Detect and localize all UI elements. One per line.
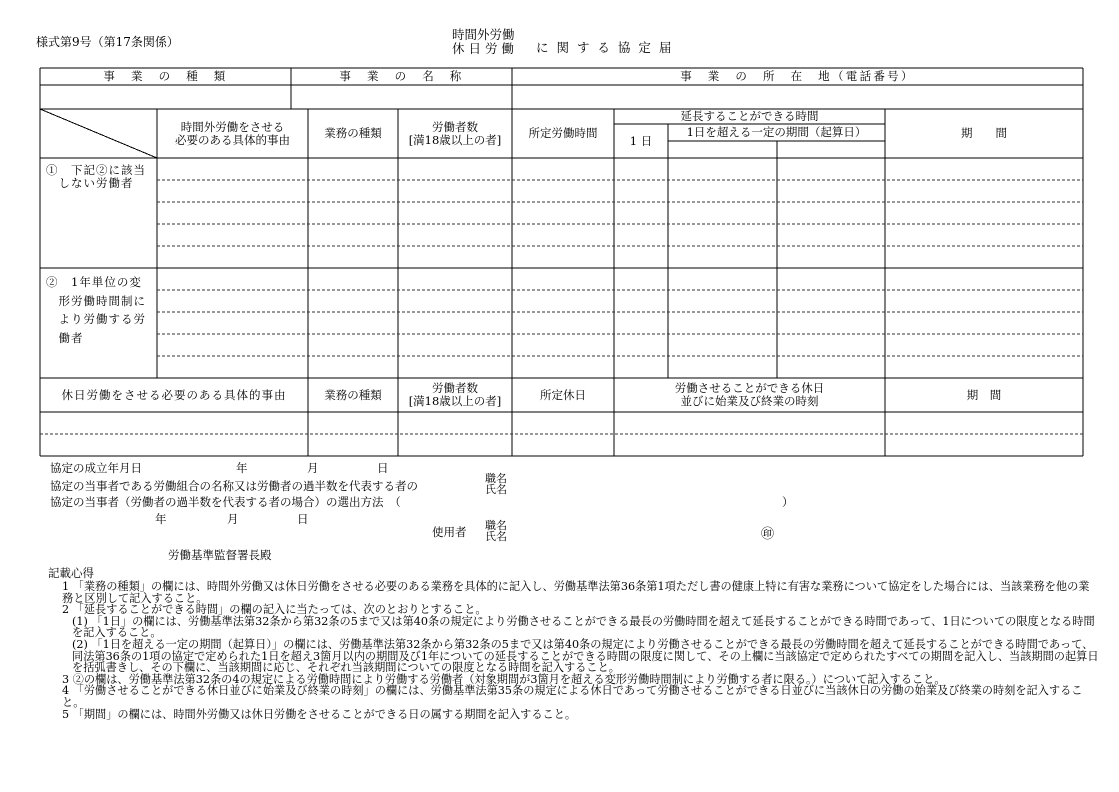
party-union-label: 協定の当事者である労働組合の名称又は労働者の過半数を代表する者の — [50, 479, 418, 493]
note-1: 1 「業務の種類」の欄には、時間外労働又は休日労働をさせる必要のある業務を具体的に記入し、労働基準法第36条第1項ただし書の健康上特に有害な業務について協定をした場合には、当該業務を他の業務と区別して記入すること。 — [62, 580, 1090, 605]
notes-heading: 記載心得 — [48, 566, 94, 580]
agreement-day: 日 — [377, 461, 389, 475]
header-business-name: 事 業 の 名 称 — [339, 69, 464, 83]
note-2-2: (2) 「1日を超える一定の期間（起算日）」の欄には、労働基準法第32条から第32条の5まで又は第40条の規定により労働させることができる最長の労働時間を超えて延長することができる時間であって、同法第36条の1項の協定で定められた1日を超え3箇月以内の期間及び1年についての延長することができる時間の限度に関して、その上欄に当該協定で定められたすべての期間を記入し、当該期間の起算日を括弧書きし、その下欄に、当該期間に応じ、それぞれ当該期間についての限度となる時間を記入すること。 — [72, 637, 1099, 675]
sign-day: 日 — [297, 512, 309, 526]
note-5: 5 「期間」の欄には、時間外労働又は休日労働をさせることができる日の属する期間を記入すること。 — [62, 707, 577, 721]
header-prescribed-hours: 所定労働時間 — [528, 126, 598, 140]
note-4: 4 「労働させることができる休日並びに始業及び終業の時刻」の欄には、労働基準法第35条の規定による休日であって労働させることができる日並びに当該休日の労働の始業及び終業の時刻を記入すること。 — [62, 684, 1083, 709]
title-holiday: 休 日 労 働 — [452, 41, 514, 56]
input-business-location[interactable] — [512, 85, 1083, 109]
header-one-day: 1 日 — [629, 133, 653, 148]
employer-label: 使用者 — [432, 525, 467, 539]
form-title-suffix: に 関 す る 協 定 届 — [536, 40, 674, 55]
header-extendable-hours: 延長することができる時間 — [680, 109, 819, 123]
note-3: 3 ②の欄は、労働基準法第32条の4の規定による労働時間により労働する労働者（対象期間が3箇月を超える変形労働時間制により労働する者に限る。）について記入すること。 — [62, 672, 946, 686]
agreement-date-label: 協定の成立年月日 — [50, 461, 142, 475]
header-business-type: 事 業 の 種 類 — [103, 69, 228, 83]
header-holiday-workers: 労働者数 [満18歳以上の者] — [408, 381, 502, 408]
party-title-name: 職名 氏名 — [485, 472, 507, 496]
header-work-type: 業務の種類 — [324, 126, 382, 140]
row-label-general-workers: ① 下記②に該当 しない労働者 — [46, 163, 146, 190]
sign-month: 月 — [227, 512, 239, 526]
header-holiday-reason: 休日労働をさせる必要のある具体的事由 — [61, 387, 287, 402]
agreement-month: 月 — [307, 461, 319, 475]
title-overtime: 時間外労働 — [452, 27, 515, 42]
notes-list — [50, 581, 1100, 720]
input-business-name[interactable] — [291, 85, 512, 109]
header-period-over-day: 1日を超える一定の期間（起算日） — [686, 125, 867, 139]
sign-year: 年 — [155, 512, 167, 526]
input-business-type[interactable] — [40, 85, 291, 109]
header-prescribed-holidays: 所定休日 — [540, 387, 586, 402]
header-holiday-work-type: 業務の種類 — [324, 387, 382, 402]
seal-mark: ㊞ — [761, 527, 775, 542]
addressee-label: 労働基準監督署長殿 — [168, 548, 272, 562]
selection-method-close: ） — [782, 495, 794, 509]
agreement-year: 年 — [236, 461, 248, 475]
selection-method-label: 協定の当事者（労働者の過半数を代表する者の場合）の選出方法 （ — [50, 495, 401, 509]
note-2-1: (1) 「1日」の欄には、労働基準法第32条から第32条の5まで又は第40条の規定により労働させることができる最長の労働時間を超えて延長することができる時間であって、1日についての限度となる時間を記入すること。 — [72, 614, 1095, 640]
form-code: 様式第9号（第17条関係） — [36, 35, 179, 49]
grid-line — [40, 109, 157, 158]
header-workable-holidays: 労働させることができる休日 並びに始業及び終業の時刻 — [674, 381, 825, 408]
row-label-variable-hours: ② 1年単位の変 形労働時間制に より労働する労 働者 — [46, 275, 146, 345]
employer-title-name: 職名 氏名 — [485, 519, 507, 543]
header-holiday-period: 期 間 — [966, 387, 1002, 402]
header-period: 期 間 — [961, 126, 1007, 140]
header-business-location: 事 業 の 所 在 地（電話番号） — [680, 69, 915, 83]
note-2: 2 「延長することができる時間」の欄の記入に当たっては、次のとおりとすること。 — [62, 603, 487, 617]
header-workers: 労働者数 [満18歳以上の者] — [408, 119, 502, 147]
header-overtime-reason: 時間外労働をさせる 必要のある具体的事由 — [175, 119, 290, 147]
